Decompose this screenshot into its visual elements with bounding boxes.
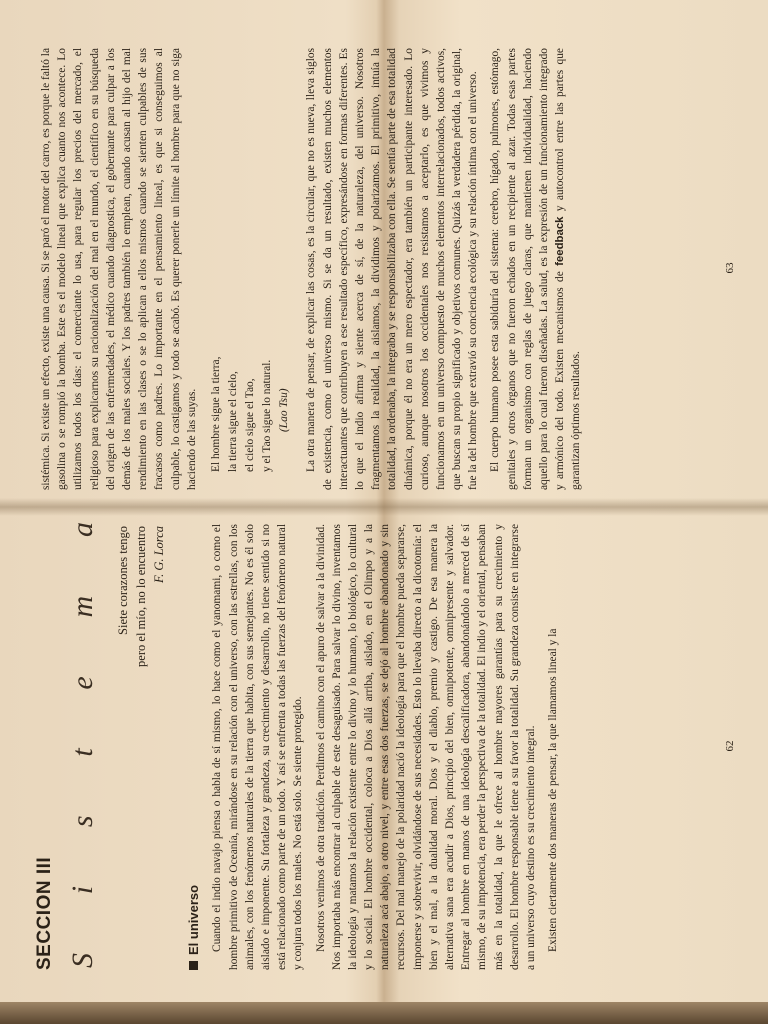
poem-line: y el Tao sigue lo natural.	[261, 359, 274, 472]
page-63	[24, 40, 744, 496]
paragraph-human-body: El cuerpo humano posee esta sabiduría del sistema: cerebro, hígado, pulmones, estómago, genitales y otros órganos que no fueron echados en un recipiente al azar. Todas esas partes forman un organismo con reglas de juego claras, que mantienen individualidad, haciendo aquello para lo cual fueron diseñadas. La salud, es la expresión de un funcionamiento integrado y armónico del todo. Existen mecanismos de feedback y autocontrol entre las partes que garantizan óptimos resultados.	[489, 48, 583, 490]
paragraph-lineal-thinking: sistémica. Si existe un efecto, existe una causa. Si se paró el motor del carro, es porque le faltó la gasolina o se rompió la bomba. Este es el modelo lineal que explica cuanto nos acontece. Lo utilizamos todos los días: el comerciante lo usa, para regular los precios del mercado, el religioso para explicarnos su racionalización del mal en el mundo, el científico en su búsqueda del origen de las enfermedades, el médico cuando diagnostica, el gobernante para culpar a los demás de los males sociales. Y los padres también lo emplean, cuando acusan al hijo del mal rendimiento en las clases o se lo aplican a ellos mismos cuando se sienten culpables de sus fracasos como padres. Lo importante en el pensamiento lineal, es que si conseguimos al culpable, lo castigamos y todo se acabó. Es querer ponerle un límite al hombre para que no siga haciendo de las suyas.	[40, 48, 198, 490]
paragraph-tradition: Nosotros venimos de otra tradición. Perdimos el camino con el apuro de salvar a la divinidad. Nos importaba más encontrar al culpable de este desaguisado. Para salvar lo divino, inventamos la ideología y matamos la relación existente entre lo divino y lo humano, lo biológico, lo cultural y lo social. El hombre occidental, coloca a Dios allá arriba, aislado, en el Olimpo y a la naturaleza acá abajo, a otro nivel, y entre esas dos fuerzas, se dejó al hombre abandonado y sin recursos. Del mal manejo de la polaridad nació la ideología para que el hombre pueda separarse, imponerse y sobrevivir, olvidándose de sus necesidades. Esto lo llevaba directo a la dicotomía: el bien y el mal, a la dualidad moral. Dios y el diablo, premio y castigo. De esa manera la alternativa sana era acudir a Dios, principio del bien, omnipotente, omnipresente y salvador. Entregar al hombre en manos de una ideología descalificadora, abandonándolo a merced de sí mismo, de su impotencia, era perder la perspectiva de la totalidad. El indio y el oriental, pensaban más en la totalidad, la que le ofrece al hombre mayores garantías para su crecimiento y desarrollo. El hombre responsable tiene a su favor la totalidad. Su grandeza consiste en integrarse a un universo cuyo destino es su crecimiento integral.	[314, 524, 537, 970]
title-letter: t	[66, 748, 99, 757]
book-edge	[0, 1002, 768, 1024]
epigraph	[114, 526, 168, 976]
page-number: 63	[724, 262, 736, 274]
subsection-heading: El universo	[186, 516, 201, 970]
chapter-title	[66, 522, 100, 968]
title-letter: S	[66, 953, 99, 968]
title-letter: m	[66, 595, 99, 618]
poem-line: El hombre sigue la tierra,	[209, 356, 222, 472]
lao-tsu-poem	[208, 40, 294, 472]
paragraph-circular-thinking: La otra manera de pensar, de explicar las cosas, es la circular, que no es nueva, lleva siglos de existencia, como el universo mismo. Si se da un resultado, existen muchos elementos interactuantes que contribuyen a ese resultado específico, expresándose en formas diferentes. Es lo que el indio afirma y siente acerca de sí, de la naturaleza, del universo. Nosotros fragmentamos la realidad, la aislamos, la dividimos y polarizamos. El primitivo, intuía la totalidad, la ordenaba, la integraba y se responsabilizaba con ella. Se sentía parte de esa totalidad dinámica, porque él no era un mero espectador, era también un participante interesado. Lo curioso, aunque nosotros los occidentales nos resistamos a aceptarlo, es que vivimos y funcionamos en un universo compuesto de muchos elementos interrelacionados, todos activos, que buscan su propio significado y objetivos comunes. Quizás la verdadera pérdida, la original, fue la del hombre que extravió su conciencia ecológica y su relación íntima con el universo.	[305, 48, 480, 490]
page-63-content	[24, 40, 744, 496]
poem-line: la tierra sigue el cielo,	[226, 371, 239, 472]
title-letter: s	[66, 815, 99, 828]
feedback-keyword: feedback	[554, 216, 567, 266]
section-title: SECCION III	[34, 856, 55, 970]
poem-source: (Lao Tsu)	[278, 388, 291, 432]
square-bullet-icon	[189, 961, 198, 970]
poem-line: el cielo sigue el Tao,	[244, 378, 257, 472]
page-number: 62	[724, 740, 736, 752]
paragraph-two-ways: Existen ciertamente dos maneras de pensar, la que llamamos lineal y la	[547, 628, 560, 952]
title-letter: i	[66, 885, 99, 895]
page-62-content	[24, 516, 744, 976]
epigraph-author: F. G. Lorca	[152, 526, 167, 583]
page-62	[24, 516, 744, 976]
paragraph-navajo: Cuando el indio navajo piensa o habla de sí mismo, lo hace como el yanomami, o como el hombre primitivo de Oceanía, mirándose en su relación con el universo, con las estrellas, con los animales, con los fenómenos naturales de la tierra que habita, con sus semejantes. No es él solo aislado e imponente. Su fortaleza y grandeza, su crecimiento y desarrollo, no tiene sentido si no está relacionado como parte de un todo. Y así se enfrenta a todas las fuerzas del fenómeno natural y conjura todos los males. No está solo. Se siente protegido.	[211, 524, 305, 970]
title-letter: a	[66, 522, 99, 538]
epigraph-line: Siete corazones tengo	[116, 526, 130, 635]
epigraph-line: pero el mío, no lo encuentro	[134, 526, 149, 667]
book-spine	[0, 498, 768, 516]
title-letter: e	[66, 676, 99, 690]
